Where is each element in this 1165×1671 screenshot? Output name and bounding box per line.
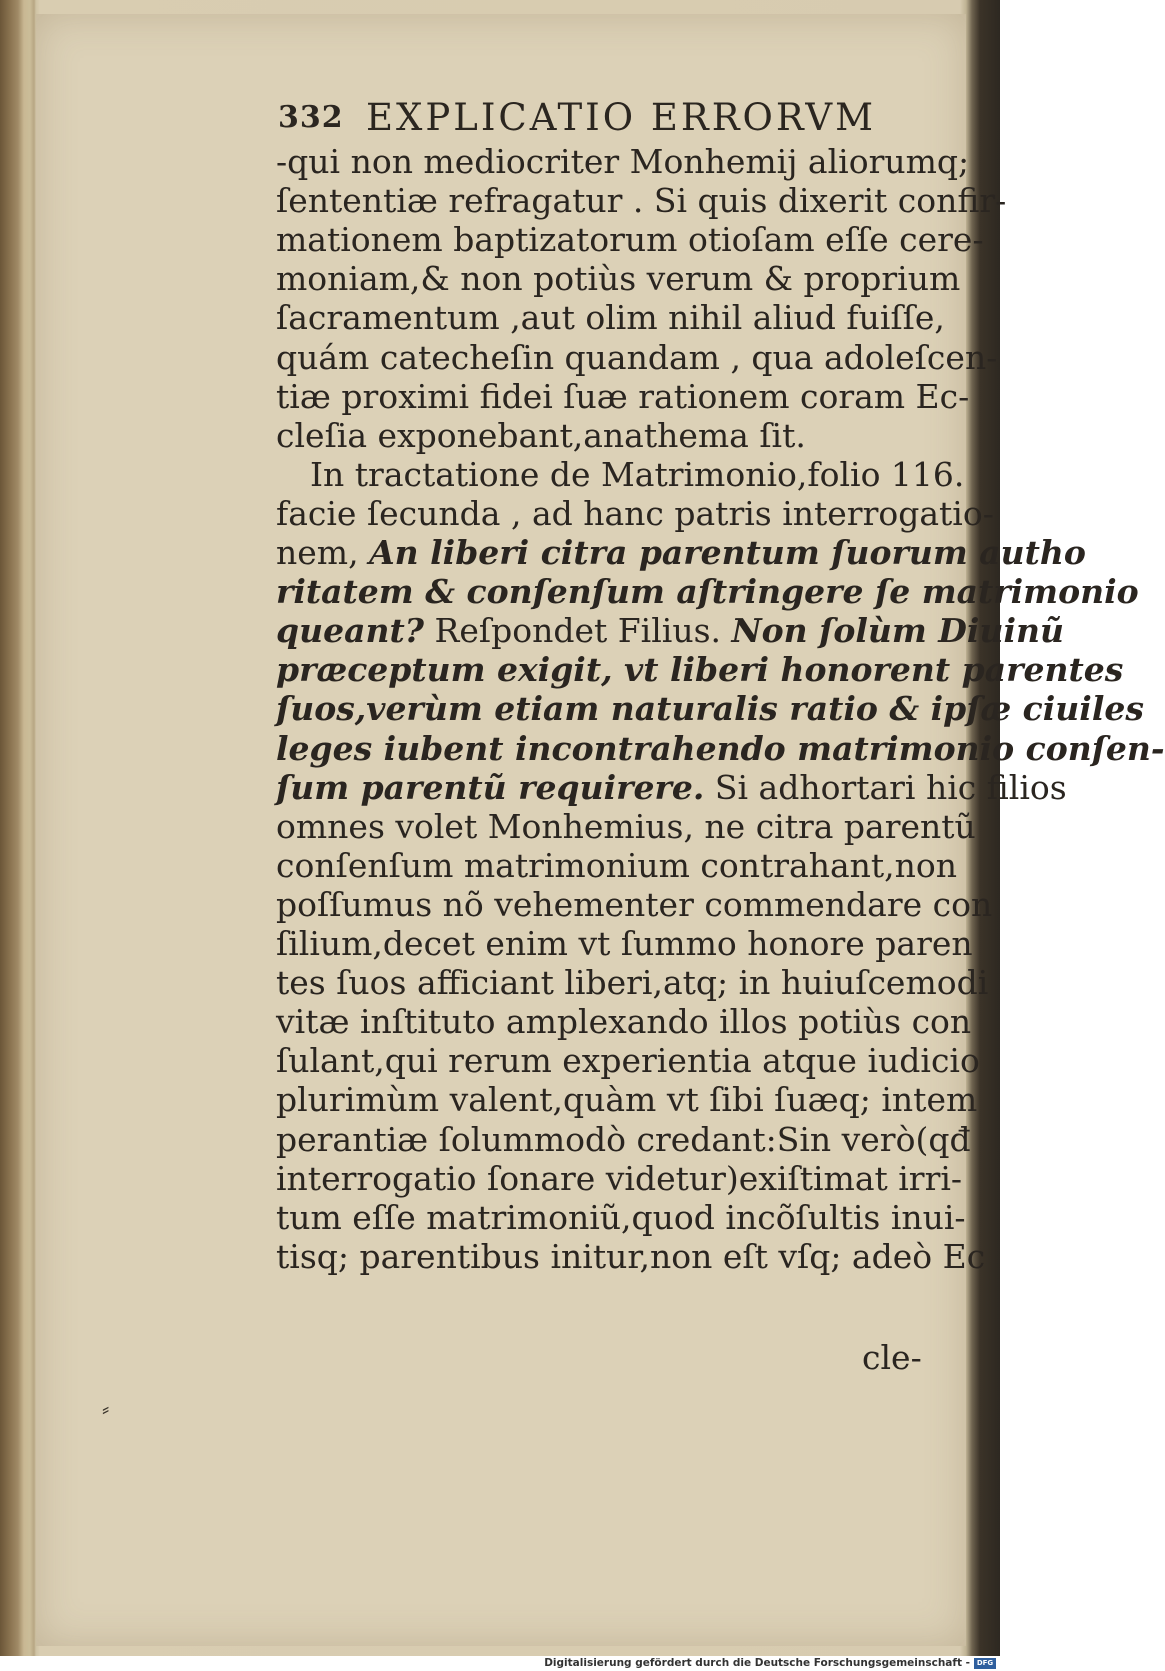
page-number: 332 <box>278 100 344 135</box>
text-segment: ſilium,decet enim vt ſummo honore paren <box>276 924 973 963</box>
text-segment: tiæ proximi fidei ſuæ rationem coram Ec- <box>276 376 970 416</box>
text-line <box>276 377 969 417</box>
text-segment: poſſumus nõ vehementer commendare con <box>276 884 993 924</box>
italic-text-segment: ſum parentũ requirere. <box>276 767 705 807</box>
text-line <box>276 1159 962 1199</box>
text-line <box>276 963 988 1003</box>
italic-text-segment: ſuos,verùm etiam naturalis ratio & ipſæ ciuiles <box>276 689 1144 729</box>
text-segment: -qui non mediocriter Monhemij aliorumq; <box>276 142 970 181</box>
text-line <box>310 455 964 495</box>
text-segment: quám catecheſin quandam , qua adoleſcen- <box>276 337 998 377</box>
text-line <box>276 142 969 182</box>
text-line <box>276 1120 971 1160</box>
text-line <box>276 650 1123 690</box>
text-segment: interrogatio ſonare videtur)exiſtimat irri- <box>276 1158 963 1198</box>
italic-text-segment: ritatem & conſenſum aſtringere ſe matrimonio <box>276 572 1139 612</box>
text-segment: moniam,& non potiùs verum & proprium <box>276 259 961 299</box>
text-line <box>276 729 1165 769</box>
margin-mark: ⸗ <box>102 1397 110 1422</box>
footer-bar <box>0 1656 1000 1671</box>
text-line <box>276 259 960 299</box>
text-segment: cleſia exponebant,anathema ſit. <box>276 415 806 455</box>
text-line <box>276 338 997 378</box>
text-segment: perantiæ ſolummodò credant:Sin verò(qđ <box>276 1119 971 1159</box>
text-line <box>276 1002 971 1042</box>
text-line <box>276 416 806 456</box>
text-segment: omnes volet Monhemius, ne citra parentũ <box>276 806 976 846</box>
text-segment: tum eſſe matrimoniũ,quod incõſultis inui- <box>276 1197 966 1237</box>
italic-text-segment: Non ſolùm Diuinũ <box>731 611 1064 651</box>
text-segment: plurimùm valent,quàm vt ſibi ſuæq; intem <box>276 1080 978 1120</box>
running-title: EXPLICATIO ERRORVM <box>366 96 877 139</box>
text-segment: ſulant,qui rerum experientia atque iudicio <box>276 1041 980 1081</box>
text-segment: ſacramentum ,aut olim nihil aliud fuiſſe, <box>276 298 945 338</box>
text-segment: Reſpondet Filius. <box>424 611 732 651</box>
text-line <box>276 924 973 964</box>
text-line <box>276 181 1006 221</box>
text-line <box>276 611 1064 651</box>
text-line <box>276 572 1139 612</box>
text-line <box>276 494 994 534</box>
page-header <box>278 92 898 142</box>
text-segment: tisq; parentibus initur,non eſt vſq; adeò Ec <box>276 1236 986 1276</box>
text-segment: tes ſuos afficiant liberi,atq; in huiuſcemodi <box>276 963 989 1003</box>
italic-text-segment: queant? <box>276 611 425 651</box>
text-line <box>276 1237 985 1277</box>
text-line <box>276 533 1086 573</box>
text-segment: mationem baptizatorum otioſam eſſe cere- <box>276 220 984 260</box>
text-line <box>276 298 945 338</box>
dfg-logo: DFG <box>974 1658 996 1669</box>
text-line <box>276 807 976 847</box>
text-line <box>276 768 1067 808</box>
text-segment: nem, <box>276 533 370 572</box>
text-segment: Si adhortari hic filios <box>704 767 1067 807</box>
text-line <box>276 689 1144 729</box>
italic-text-segment: An liberi citra parentum ſuorum autho <box>369 533 1086 572</box>
text-line <box>276 1080 977 1120</box>
italic-text-segment: leges iubent incontrahendo matrimonio conſen- <box>276 728 1165 768</box>
footer-credit: Digitalisierung gefördert durch die Deutsche Forschungsgemeinschaft - <box>544 1657 970 1669</box>
text-line <box>276 885 992 925</box>
text-line <box>276 1198 966 1238</box>
text-segment: vitæ inſtituto amplexando illos potiùs con <box>276 1002 972 1042</box>
text-segment: ſententiæ refragatur . Si quis dixerit confir- <box>276 181 1007 221</box>
text-segment: In tractatione de Matrimonio,folio 116. <box>310 454 965 494</box>
text-line <box>276 846 957 886</box>
catchword: cle- <box>862 1338 922 1377</box>
italic-text-segment: præceptum exigit, vt liberi honorent parentes <box>276 650 1124 690</box>
text-line <box>276 220 984 260</box>
text-line <box>276 1041 980 1081</box>
text-segment: facie ſecunda , ad hanc patris interrogatio- <box>276 493 994 533</box>
text-segment: conſenſum matrimonium contrahant,non <box>276 845 958 885</box>
